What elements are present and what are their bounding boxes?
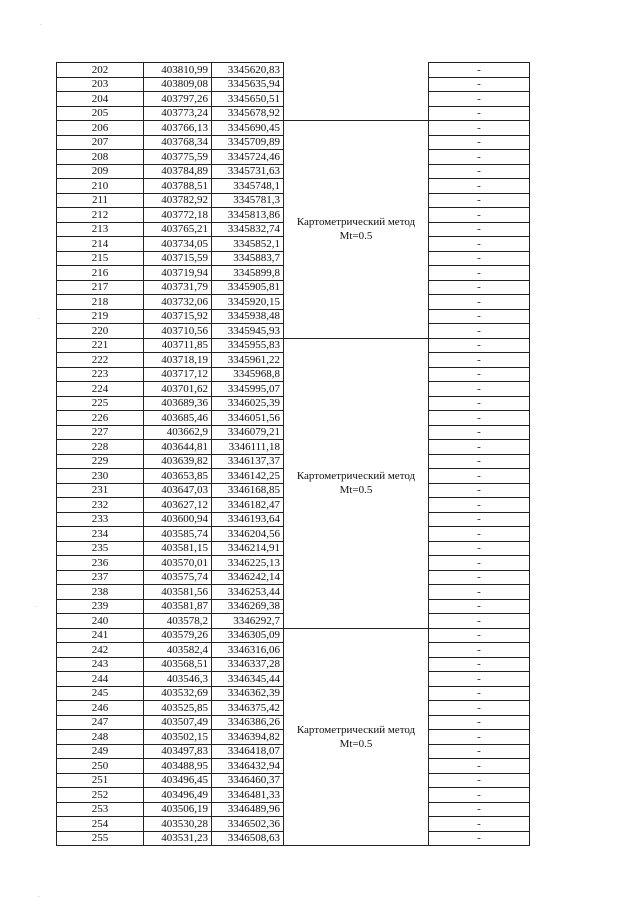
dash-cell: - xyxy=(429,701,530,716)
dash-cell: - xyxy=(429,585,530,600)
point-number-cell: 251 xyxy=(57,773,144,788)
dash-cell: - xyxy=(429,92,530,107)
x-coordinate-cell: 403784,89 xyxy=(144,164,212,179)
y-coordinate-cell: 3345905,81 xyxy=(212,280,284,295)
y-coordinate-cell: 3345955,83 xyxy=(212,338,284,353)
y-coordinate-cell: 3346432,94 xyxy=(212,759,284,774)
x-coordinate-cell: 403582,4 xyxy=(144,643,212,658)
point-number-cell: 247 xyxy=(57,715,144,730)
y-coordinate-cell: 3345899,8 xyxy=(212,266,284,281)
dash-cell: - xyxy=(429,367,530,382)
point-number-cell: 222 xyxy=(57,353,144,368)
point-number-cell: 238 xyxy=(57,585,144,600)
point-number-cell: 249 xyxy=(57,744,144,759)
x-coordinate-cell: 403788,51 xyxy=(144,179,212,194)
y-coordinate-cell: 3345852,1 xyxy=(212,237,284,252)
point-number-cell: 246 xyxy=(57,701,144,716)
dash-cell: - xyxy=(429,628,530,643)
y-coordinate-cell: 3346375,42 xyxy=(212,701,284,716)
y-coordinate-cell: 3346214,91 xyxy=(212,541,284,556)
dash-cell: - xyxy=(429,121,530,136)
dash-cell: - xyxy=(429,106,530,121)
x-coordinate-cell: 403578,2 xyxy=(144,614,212,629)
x-coordinate-cell: 403810,99 xyxy=(144,63,212,78)
y-coordinate-cell: 3345781,3 xyxy=(212,193,284,208)
y-coordinate-cell: 3346225,13 xyxy=(212,556,284,571)
x-coordinate-cell: 403639,82 xyxy=(144,454,212,469)
point-number-cell: 205 xyxy=(57,106,144,121)
dash-cell: - xyxy=(429,570,530,585)
point-number-cell: 253 xyxy=(57,802,144,817)
x-coordinate-cell: 403732,06 xyxy=(144,295,212,310)
x-coordinate-cell: 403701,62 xyxy=(144,382,212,397)
dash-cell: - xyxy=(429,396,530,411)
point-number-cell: 240 xyxy=(57,614,144,629)
table-row xyxy=(57,121,530,136)
x-coordinate-cell: 403773,24 xyxy=(144,106,212,121)
x-coordinate-cell: 403507,49 xyxy=(144,715,212,730)
dash-cell: - xyxy=(429,773,530,788)
y-coordinate-cell: 3346394,82 xyxy=(212,730,284,745)
dash-cell: - xyxy=(429,454,530,469)
x-coordinate-cell: 403575,74 xyxy=(144,570,212,585)
y-coordinate-cell: 3345731,63 xyxy=(212,164,284,179)
dash-cell: - xyxy=(429,469,530,484)
dash-cell: - xyxy=(429,599,530,614)
method-cell xyxy=(284,121,429,339)
method-cell xyxy=(284,338,429,628)
x-coordinate-cell: 403689,36 xyxy=(144,396,212,411)
point-number-cell: 250 xyxy=(57,759,144,774)
y-coordinate-cell: 3345635,94 xyxy=(212,77,284,92)
point-number-cell: 239 xyxy=(57,599,144,614)
point-number-cell: 234 xyxy=(57,527,144,542)
y-coordinate-cell: 3346386,26 xyxy=(212,715,284,730)
dash-cell: - xyxy=(429,280,530,295)
x-coordinate-cell: 403719,94 xyxy=(144,266,212,281)
y-coordinate-cell: 3346193,64 xyxy=(212,512,284,527)
x-coordinate-cell: 403581,15 xyxy=(144,541,212,556)
y-coordinate-cell: 3345945,93 xyxy=(212,324,284,339)
dash-cell: - xyxy=(429,324,530,339)
x-coordinate-cell: 403717,12 xyxy=(144,367,212,382)
point-number-cell: 248 xyxy=(57,730,144,745)
y-coordinate-cell: 3345724,46 xyxy=(212,150,284,165)
point-number-cell: 232 xyxy=(57,498,144,513)
x-coordinate-cell: 403711,85 xyxy=(144,338,212,353)
x-coordinate-cell: 403488,95 xyxy=(144,759,212,774)
y-coordinate-cell: 3345748,1 xyxy=(212,179,284,194)
x-coordinate-cell: 403600,94 xyxy=(144,512,212,527)
x-coordinate-cell: 403647,03 xyxy=(144,483,212,498)
dash-cell: - xyxy=(429,382,530,397)
y-coordinate-cell: 3346481,33 xyxy=(212,788,284,803)
table-row xyxy=(57,63,530,78)
x-coordinate-cell: 403734,05 xyxy=(144,237,212,252)
dash-cell: - xyxy=(429,440,530,455)
dash-cell: - xyxy=(429,425,530,440)
point-number-cell: 237 xyxy=(57,570,144,585)
y-coordinate-cell: 3345620,83 xyxy=(212,63,284,78)
point-number-cell: 226 xyxy=(57,411,144,426)
dash-cell: - xyxy=(429,63,530,78)
x-coordinate-cell: 403731,79 xyxy=(144,280,212,295)
y-coordinate-cell: 3346182,47 xyxy=(212,498,284,513)
y-coordinate-cell: 3346489,96 xyxy=(212,802,284,817)
dash-cell: - xyxy=(429,541,530,556)
y-coordinate-cell: 3346502,36 xyxy=(212,817,284,832)
point-number-cell: 220 xyxy=(57,324,144,339)
dash-cell: - xyxy=(429,686,530,701)
x-coordinate-cell: 403662,9 xyxy=(144,425,212,440)
point-number-cell: 209 xyxy=(57,164,144,179)
x-coordinate-cell: 403644,81 xyxy=(144,440,212,455)
point-number-cell: 241 xyxy=(57,628,144,643)
point-number-cell: 215 xyxy=(57,251,144,266)
y-coordinate-cell: 3346345,44 xyxy=(212,672,284,687)
y-coordinate-cell: 3346362,39 xyxy=(212,686,284,701)
dash-cell: - xyxy=(429,643,530,658)
point-number-cell: 231 xyxy=(57,483,144,498)
point-number-cell: 207 xyxy=(57,135,144,150)
method-label: Картометрический метод xyxy=(296,723,416,736)
x-coordinate-cell: 403710,56 xyxy=(144,324,212,339)
scan-artifact: · xyxy=(38,316,40,323)
x-coordinate-cell: 403496,49 xyxy=(144,788,212,803)
y-coordinate-cell: 3346292,7 xyxy=(212,614,284,629)
dash-cell: - xyxy=(429,802,530,817)
dash-cell: - xyxy=(429,208,530,223)
x-coordinate-cell: 403497,83 xyxy=(144,744,212,759)
dash-cell: - xyxy=(429,251,530,266)
dash-cell: - xyxy=(429,164,530,179)
x-coordinate-cell: 403685,46 xyxy=(144,411,212,426)
y-coordinate-cell: 3346137,37 xyxy=(212,454,284,469)
dash-cell: - xyxy=(429,744,530,759)
point-number-cell: 210 xyxy=(57,179,144,194)
dash-cell: - xyxy=(429,193,530,208)
x-coordinate-cell: 403715,92 xyxy=(144,309,212,324)
x-coordinate-cell: 403570,01 xyxy=(144,556,212,571)
coordinates-table xyxy=(56,62,530,846)
y-coordinate-cell: 3345813,86 xyxy=(212,208,284,223)
point-number-cell: 245 xyxy=(57,686,144,701)
point-number-cell: 211 xyxy=(57,193,144,208)
accuracy-label: Mt=0.5 xyxy=(339,230,373,243)
y-coordinate-cell: 3346051,56 xyxy=(212,411,284,426)
y-coordinate-cell: 3346168,85 xyxy=(212,483,284,498)
x-coordinate-cell: 403627,12 xyxy=(144,498,212,513)
point-number-cell: 208 xyxy=(57,150,144,165)
x-coordinate-cell: 403502,15 xyxy=(144,730,212,745)
point-number-cell: 243 xyxy=(57,657,144,672)
point-number-cell: 230 xyxy=(57,469,144,484)
x-coordinate-cell: 403581,87 xyxy=(144,599,212,614)
dash-cell: - xyxy=(429,150,530,165)
y-coordinate-cell: 3346079,21 xyxy=(212,425,284,440)
x-coordinate-cell: 403506,19 xyxy=(144,802,212,817)
x-coordinate-cell: 403718,19 xyxy=(144,353,212,368)
point-number-cell: 202 xyxy=(57,63,144,78)
y-coordinate-cell: 3345678,92 xyxy=(212,106,284,121)
y-coordinate-cell: 3346508,63 xyxy=(212,831,284,846)
point-number-cell: 204 xyxy=(57,92,144,107)
scan-artifact: · xyxy=(40,22,42,29)
y-coordinate-cell: 3345938,48 xyxy=(212,309,284,324)
point-number-cell: 255 xyxy=(57,831,144,846)
scan-artifact: · xyxy=(36,604,38,611)
x-coordinate-cell: 403496,45 xyxy=(144,773,212,788)
dash-cell: - xyxy=(429,527,530,542)
y-coordinate-cell: 3346242,14 xyxy=(212,570,284,585)
x-coordinate-cell: 403585,74 xyxy=(144,527,212,542)
x-coordinate-cell: 403768,34 xyxy=(144,135,212,150)
x-coordinate-cell: 403653,85 xyxy=(144,469,212,484)
dash-cell: - xyxy=(429,556,530,571)
y-coordinate-cell: 3346316,06 xyxy=(212,643,284,658)
y-coordinate-cell: 3345650,51 xyxy=(212,92,284,107)
dash-cell: - xyxy=(429,135,530,150)
point-number-cell: 217 xyxy=(57,280,144,295)
point-number-cell: 235 xyxy=(57,541,144,556)
method-label: Картометрический метод xyxy=(296,216,416,229)
point-number-cell: 224 xyxy=(57,382,144,397)
point-number-cell: 206 xyxy=(57,121,144,136)
x-coordinate-cell: 403532,69 xyxy=(144,686,212,701)
x-coordinate-cell: 403809,08 xyxy=(144,77,212,92)
x-coordinate-cell: 403530,28 xyxy=(144,817,212,832)
y-coordinate-cell: 3346305,09 xyxy=(212,628,284,643)
dash-cell: - xyxy=(429,179,530,194)
point-number-cell: 221 xyxy=(57,338,144,353)
point-number-cell: 229 xyxy=(57,454,144,469)
point-number-cell: 225 xyxy=(57,396,144,411)
point-number-cell: 218 xyxy=(57,295,144,310)
point-number-cell: 227 xyxy=(57,425,144,440)
dash-cell: - xyxy=(429,338,530,353)
dash-cell: - xyxy=(429,614,530,629)
dash-cell: - xyxy=(429,411,530,426)
y-coordinate-cell: 3346204,56 xyxy=(212,527,284,542)
y-coordinate-cell: 3346418,07 xyxy=(212,744,284,759)
dash-cell: - xyxy=(429,730,530,745)
point-number-cell: 216 xyxy=(57,266,144,281)
y-coordinate-cell: 3345709,89 xyxy=(212,135,284,150)
method-label: Картометрический метод xyxy=(296,470,416,482)
y-coordinate-cell: 3345832,74 xyxy=(212,222,284,237)
y-coordinate-cell: 3346025,39 xyxy=(212,396,284,411)
y-coordinate-cell: 3345961,22 xyxy=(212,353,284,368)
dash-cell: - xyxy=(429,222,530,237)
y-coordinate-cell: 3346142,25 xyxy=(212,469,284,484)
method-cell xyxy=(284,628,429,846)
y-coordinate-cell: 3345690,45 xyxy=(212,121,284,136)
x-coordinate-cell: 403797,26 xyxy=(144,92,212,107)
y-coordinate-cell: 3345920,15 xyxy=(212,295,284,310)
dash-cell: - xyxy=(429,672,530,687)
x-coordinate-cell: 403579,26 xyxy=(144,628,212,643)
x-coordinate-cell: 403782,92 xyxy=(144,193,212,208)
point-number-cell: 242 xyxy=(57,643,144,658)
x-coordinate-cell: 403715,59 xyxy=(144,251,212,266)
x-coordinate-cell: 403546,3 xyxy=(144,672,212,687)
point-number-cell: 214 xyxy=(57,237,144,252)
point-number-cell: 213 xyxy=(57,222,144,237)
dash-cell: - xyxy=(429,295,530,310)
y-coordinate-cell: 3346111,18 xyxy=(212,440,284,455)
point-number-cell: 254 xyxy=(57,817,144,832)
x-coordinate-cell: 403581,56 xyxy=(144,585,212,600)
x-coordinate-cell: 403775,59 xyxy=(144,150,212,165)
point-number-cell: 236 xyxy=(57,556,144,571)
point-number-cell: 212 xyxy=(57,208,144,223)
table-row xyxy=(57,338,530,353)
y-coordinate-cell: 3345883,7 xyxy=(212,251,284,266)
coordinates-table-body xyxy=(57,63,530,846)
x-coordinate-cell: 403766,13 xyxy=(144,121,212,136)
dash-cell: - xyxy=(429,817,530,832)
y-coordinate-cell: 3346269,38 xyxy=(212,599,284,614)
x-coordinate-cell: 403531,23 xyxy=(144,831,212,846)
accuracy-label: Mt=0.5 xyxy=(339,737,373,750)
x-coordinate-cell: 403525,85 xyxy=(144,701,212,716)
y-coordinate-cell: 3346253,44 xyxy=(212,585,284,600)
dash-cell: - xyxy=(429,759,530,774)
dash-cell: - xyxy=(429,237,530,252)
accuracy-label: Mt=0.5 xyxy=(339,484,373,496)
dash-cell: - xyxy=(429,498,530,513)
scan-artifact: · xyxy=(38,894,40,901)
y-coordinate-cell: 3346337,28 xyxy=(212,657,284,672)
table-row xyxy=(57,628,530,643)
point-number-cell: 203 xyxy=(57,77,144,92)
x-coordinate-cell: 403568,51 xyxy=(144,657,212,672)
x-coordinate-cell: 403765,21 xyxy=(144,222,212,237)
point-number-cell: 244 xyxy=(57,672,144,687)
method-cell xyxy=(284,63,429,121)
dash-cell: - xyxy=(429,657,530,672)
dash-cell: - xyxy=(429,309,530,324)
dash-cell: - xyxy=(429,353,530,368)
point-number-cell: 219 xyxy=(57,309,144,324)
dash-cell: - xyxy=(429,715,530,730)
dash-cell: - xyxy=(429,512,530,527)
y-coordinate-cell: 3346460,37 xyxy=(212,773,284,788)
point-number-cell: 223 xyxy=(57,367,144,382)
y-coordinate-cell: 3345995,07 xyxy=(212,382,284,397)
point-number-cell: 252 xyxy=(57,788,144,803)
dash-cell: - xyxy=(429,483,530,498)
dash-cell: - xyxy=(429,77,530,92)
dash-cell: - xyxy=(429,831,530,846)
dash-cell: - xyxy=(429,788,530,803)
x-coordinate-cell: 403772,18 xyxy=(144,208,212,223)
y-coordinate-cell: 3345968,8 xyxy=(212,367,284,382)
point-number-cell: 233 xyxy=(57,512,144,527)
dash-cell: - xyxy=(429,266,530,281)
point-number-cell: 228 xyxy=(57,440,144,455)
